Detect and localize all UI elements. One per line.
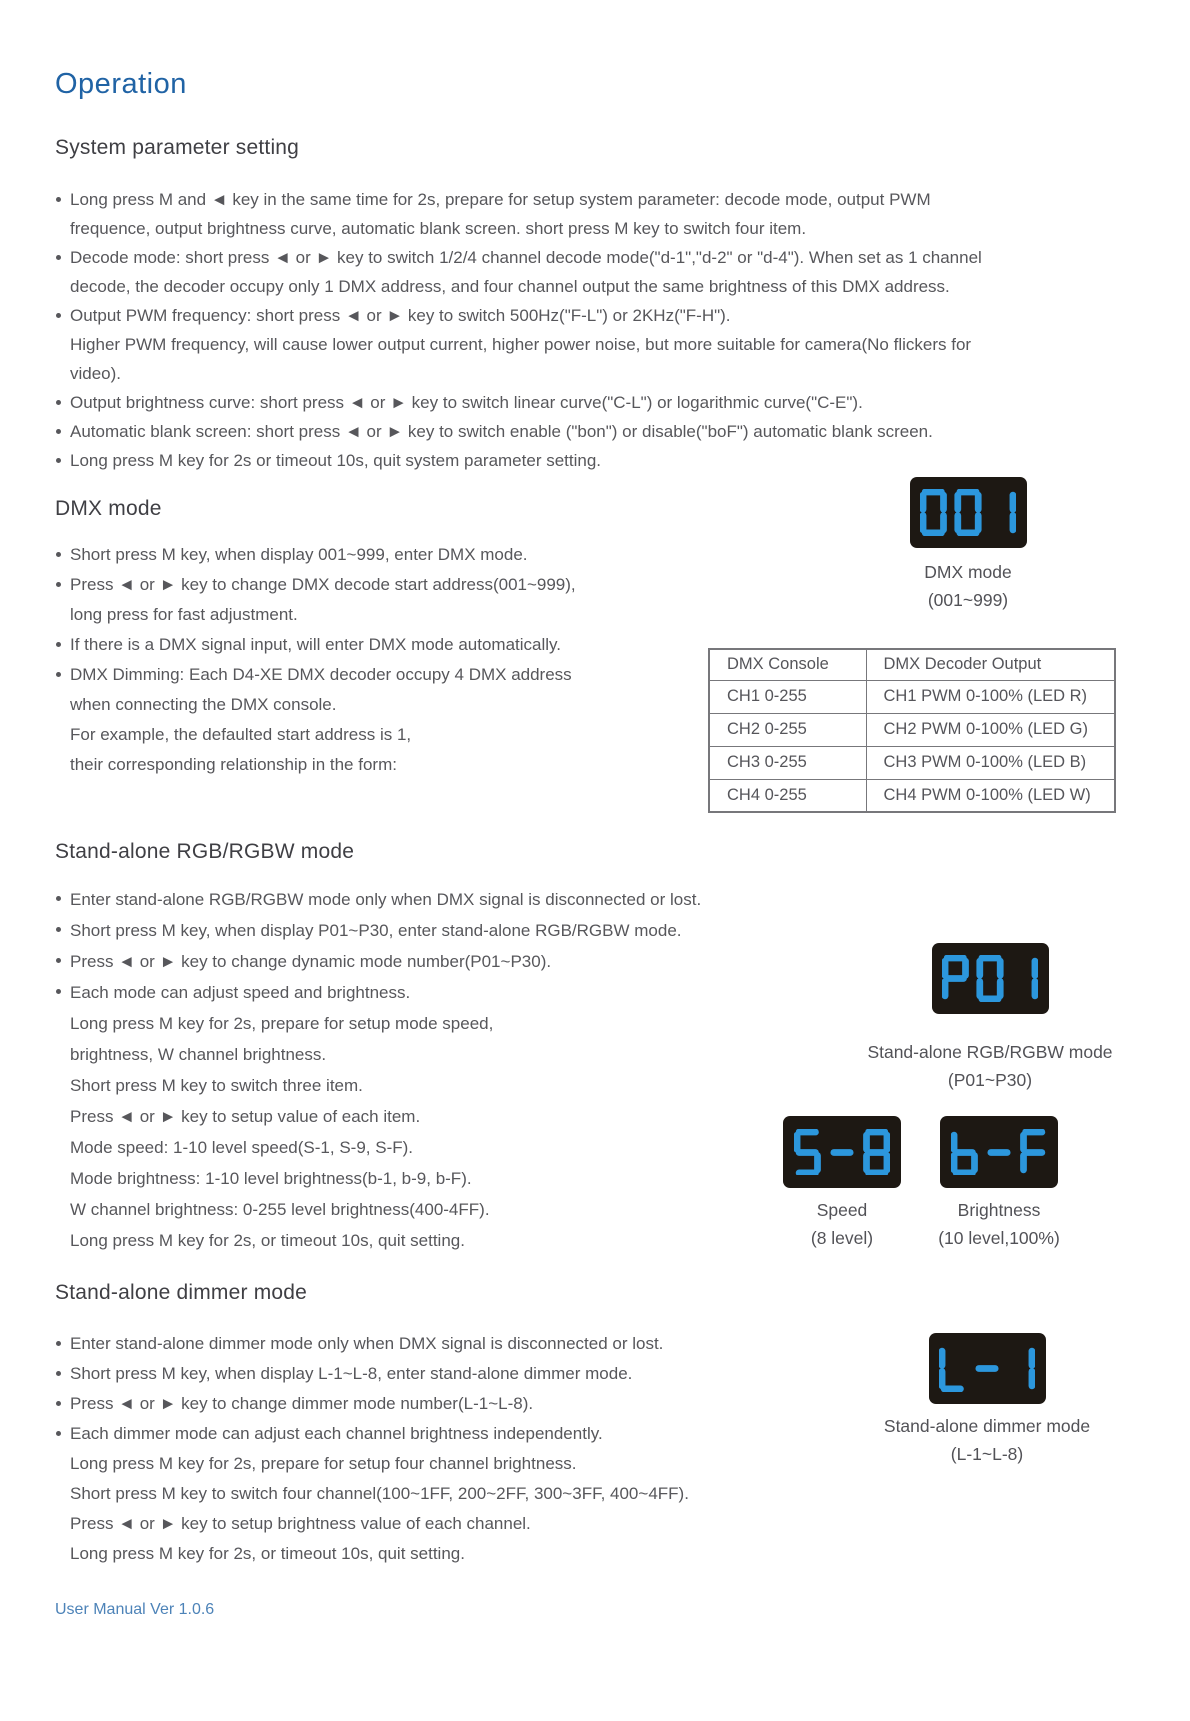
speed-display-block bbox=[781, 1116, 903, 1252]
rgbw-mode-display-block bbox=[840, 943, 1140, 1094]
bullet-dot bbox=[56, 958, 61, 963]
table-cell: CH3 PWM 0-100% (LED B) bbox=[866, 746, 1115, 779]
line-text: Press ◄ or ► key to setup value of each item. bbox=[70, 1107, 421, 1126]
seven-seg-digits bbox=[794, 1129, 890, 1176]
brightness-display-block bbox=[928, 1116, 1070, 1252]
line-text: Automatic blank screen: short press ◄ or ► key to switch enable ("bon") or disable("boF") automatic blank screen. bbox=[70, 422, 933, 441]
bullet-dot bbox=[56, 552, 61, 557]
bullet-line bbox=[55, 301, 985, 330]
line-text: brightness, W channel brightness. bbox=[70, 1045, 327, 1064]
continuation-line bbox=[55, 600, 675, 630]
line-text: DMX Dimming: Each D4-XE DMX decoder occupy 4 DMX address bbox=[70, 665, 572, 684]
seven-seg-display-dmx bbox=[910, 477, 1027, 548]
line-text: W channel brightness: 0-255 level brightness(400-4FF). bbox=[70, 1200, 490, 1219]
continuation-line bbox=[55, 330, 985, 388]
seven-seg-digits bbox=[920, 489, 1016, 536]
line-text: Long press M key for 2s, prepare for setup four channel brightness. bbox=[70, 1454, 577, 1473]
line-text: Short press M key to switch three item. bbox=[70, 1076, 363, 1095]
table-row bbox=[709, 713, 1115, 746]
seven-seg-display-rgbw bbox=[932, 943, 1049, 1014]
table-row bbox=[709, 680, 1115, 713]
bullet-line bbox=[55, 977, 795, 1008]
display-caption: (8 level) bbox=[810, 1228, 874, 1248]
bullet-line bbox=[55, 946, 795, 977]
line-text: Short press M key to switch four channel(100~1FF, 200~2FF, 300~3FF, 400~4FF). bbox=[70, 1484, 689, 1503]
line-text: Mode brightness: 1-10 level brightness(b-1, b-9, b-F). bbox=[70, 1169, 472, 1188]
bullet-dot bbox=[56, 989, 61, 994]
line-text: Short press M key, when display 001~999, enter DMX mode. bbox=[70, 545, 528, 564]
table-header-cell: DMX Console bbox=[709, 649, 866, 680]
bullet-line bbox=[55, 243, 985, 301]
display-caption: Stand-alone RGB/RGBW mode bbox=[867, 1042, 1113, 1062]
bullet-line bbox=[55, 417, 985, 446]
continuation-line bbox=[55, 1101, 795, 1132]
bullet-list-dimmer bbox=[55, 1329, 855, 1569]
dimmer-mode-display-block bbox=[862, 1333, 1112, 1468]
line-text: Press ◄ or ► key to change dynamic mode number(P01~P30). bbox=[70, 952, 552, 971]
continuation-line bbox=[55, 1449, 855, 1479]
line-text: Output PWM frequency: short press ◄ or ► key to switch 500Hz("F-L") or 2KHz("F-H"). bbox=[70, 306, 731, 325]
display-caption: Stand-alone dimmer mode bbox=[883, 1416, 1091, 1436]
bullet-dot bbox=[56, 1371, 61, 1376]
bullet-line bbox=[55, 446, 985, 475]
continuation-line bbox=[55, 1163, 795, 1194]
display-caption: (L-1~L-8) bbox=[950, 1444, 1024, 1464]
bullet-dot bbox=[56, 255, 61, 260]
line-text: Enter stand-alone RGB/RGBW mode only when DMX signal is disconnected or lost. bbox=[70, 890, 702, 909]
display-caption: (001~999) bbox=[927, 590, 1009, 610]
continuation-line bbox=[55, 1479, 855, 1509]
display-caption: (10 level,100%) bbox=[938, 1228, 1060, 1248]
bullet-dot bbox=[56, 429, 61, 434]
bullet-line bbox=[55, 884, 795, 915]
bullet-dot bbox=[56, 1401, 61, 1406]
bullet-dot bbox=[56, 313, 61, 318]
table-cell: CH1 PWM 0-100% (LED R) bbox=[866, 680, 1115, 713]
bullet-dot bbox=[56, 582, 61, 587]
bullet-dot bbox=[56, 1341, 61, 1346]
line-text: Short press M key, when display L-1~L-8, enter stand-alone dimmer mode. bbox=[70, 1364, 633, 1383]
line-text: Long press M and ◄ key in the same time for 2s, prepare for setup system parameter: decode mode, output PWM frequence, output brightness curve, automatic blank screen. short press M key to switch four item. bbox=[70, 190, 931, 238]
line-text: Long press M key for 2s, or timeout 10s, quit setting. bbox=[70, 1231, 465, 1250]
line-text: Short press M key, when display P01~P30, enter stand-alone RGB/RGBW mode. bbox=[70, 921, 682, 940]
continuation-line bbox=[55, 690, 675, 720]
continuation-line bbox=[55, 1039, 795, 1070]
bullet-dot bbox=[56, 458, 61, 463]
bullet-line bbox=[55, 388, 985, 417]
dmx-channel-table-wrap bbox=[708, 648, 1116, 813]
section-heading-standalone-dimmer-mode: Stand-alone dimmer mode bbox=[55, 1281, 308, 1304]
table-row bbox=[709, 746, 1115, 779]
bullet-dot bbox=[56, 642, 61, 647]
bullet-line bbox=[55, 540, 675, 570]
bullet-line bbox=[55, 1389, 855, 1419]
section-heading-dmx-mode: DMX mode bbox=[55, 497, 162, 520]
line-text: Press ◄ or ► key to change dimmer mode number(L-1~L-8). bbox=[70, 1394, 534, 1413]
line-text: long press for fast adjustment. bbox=[70, 605, 298, 624]
bullet-dot bbox=[56, 1431, 61, 1436]
table-cell: CH4 PWM 0-100% (LED W) bbox=[866, 779, 1115, 812]
bullet-line bbox=[55, 1329, 855, 1359]
bullet-line bbox=[55, 915, 795, 946]
display-caption: (P01~P30) bbox=[947, 1070, 1033, 1090]
table-header-row bbox=[709, 649, 1115, 680]
bullet-list-rgbw bbox=[55, 884, 795, 1256]
seven-seg-digits bbox=[942, 955, 1038, 1002]
continuation-line bbox=[55, 1539, 855, 1569]
bullet-list-dmx bbox=[55, 540, 675, 780]
bullet-dot bbox=[56, 672, 61, 677]
line-text: Each dimmer mode can adjust each channel brightness independently. bbox=[70, 1424, 603, 1443]
bullet-dot bbox=[56, 927, 61, 932]
display-caption: Speed bbox=[816, 1200, 868, 1220]
table-cell: CH3 0-255 bbox=[709, 746, 866, 779]
bullet-line bbox=[55, 1419, 855, 1449]
dmx-address-display-block bbox=[868, 477, 1068, 614]
line-text: Enter stand-alone dimmer mode only when DMX signal is disconnected or lost. bbox=[70, 1334, 664, 1353]
continuation-line bbox=[55, 750, 675, 780]
bullet-line bbox=[55, 660, 675, 690]
bullet-list-system bbox=[55, 185, 985, 475]
seven-seg-display-brightness bbox=[940, 1116, 1058, 1188]
bullet-dot bbox=[56, 400, 61, 405]
line-text: Higher PWM frequency, will cause lower output current, higher power noise, but more suitable for camera(No flickers for video). bbox=[70, 335, 972, 383]
table-cell: CH2 PWM 0-100% (LED G) bbox=[866, 713, 1115, 746]
table-row bbox=[709, 779, 1115, 812]
bullet-line bbox=[55, 185, 985, 243]
line-text: their corresponding relationship in the form: bbox=[70, 755, 397, 774]
continuation-line bbox=[55, 1194, 795, 1225]
section-heading-standalone-rgbw-mode: Stand-alone RGB/RGBW mode bbox=[55, 840, 355, 863]
display-caption: DMX mode bbox=[924, 562, 1012, 582]
line-text: Mode speed: 1-10 level speed(S-1, S-9, S-F). bbox=[70, 1138, 413, 1157]
line-text: Press ◄ or ► key to setup brightness value of each channel. bbox=[70, 1514, 531, 1533]
line-text: Long press M key for 2s or timeout 10s, quit system parameter setting. bbox=[70, 451, 602, 470]
table-cell: CH2 0-255 bbox=[709, 713, 866, 746]
display-caption: Brightness bbox=[957, 1200, 1041, 1220]
line-text: Decode mode: short press ◄ or ► key to switch 1/2/4 channel decode mode("d-1","d-2" or "d-4"). When set as 1 channel decode, the decoder occupy only 1 DMX address, and four channel output the same brightness of this DMX address. bbox=[70, 248, 982, 296]
bullet-line bbox=[55, 630, 675, 660]
line-text: For example, the defaulted start address is 1, bbox=[70, 725, 412, 744]
table-cell: CH4 0-255 bbox=[709, 779, 866, 812]
line-text: If there is a DMX signal input, will enter DMX mode automatically. bbox=[70, 635, 561, 654]
line-text: when connecting the DMX console. bbox=[70, 695, 337, 714]
line-text: Press ◄ or ► key to change DMX decode start address(001~999), bbox=[70, 575, 576, 594]
line-text: Long press M key for 2s, or timeout 10s, quit setting. bbox=[70, 1544, 465, 1563]
table-cell: CH1 0-255 bbox=[709, 680, 866, 713]
seven-seg-display-dimmer bbox=[929, 1333, 1046, 1404]
continuation-line bbox=[55, 1008, 795, 1039]
continuation-line bbox=[55, 720, 675, 750]
continuation-line bbox=[55, 1509, 855, 1539]
continuation-line bbox=[55, 1070, 795, 1101]
continuation-line bbox=[55, 1225, 795, 1256]
seven-seg-digits bbox=[951, 1129, 1047, 1176]
dmx-channel-table bbox=[708, 648, 1116, 813]
bullet-line bbox=[55, 570, 675, 600]
footer-version: User Manual Ver 1.0.6 bbox=[55, 1601, 215, 1618]
line-text: Each mode can adjust speed and brightness. bbox=[70, 983, 411, 1002]
continuation-line bbox=[55, 1132, 795, 1163]
table-header-cell: DMX Decoder Output bbox=[866, 649, 1115, 680]
bullet-dot bbox=[56, 197, 61, 202]
line-text: Long press M key for 2s, prepare for setup mode speed, bbox=[70, 1014, 494, 1033]
section-heading-system-parameter-setting: System parameter setting bbox=[55, 136, 300, 159]
bullet-dot bbox=[56, 896, 61, 901]
seven-seg-display-speed bbox=[783, 1116, 901, 1188]
seven-seg-digits bbox=[939, 1345, 1035, 1392]
bullet-line bbox=[55, 1359, 855, 1389]
line-text: Output brightness curve: short press ◄ or ► key to switch linear curve("C-L") or logarithmic curve("C-E"). bbox=[70, 393, 863, 412]
page-title: Operation bbox=[55, 68, 187, 100]
